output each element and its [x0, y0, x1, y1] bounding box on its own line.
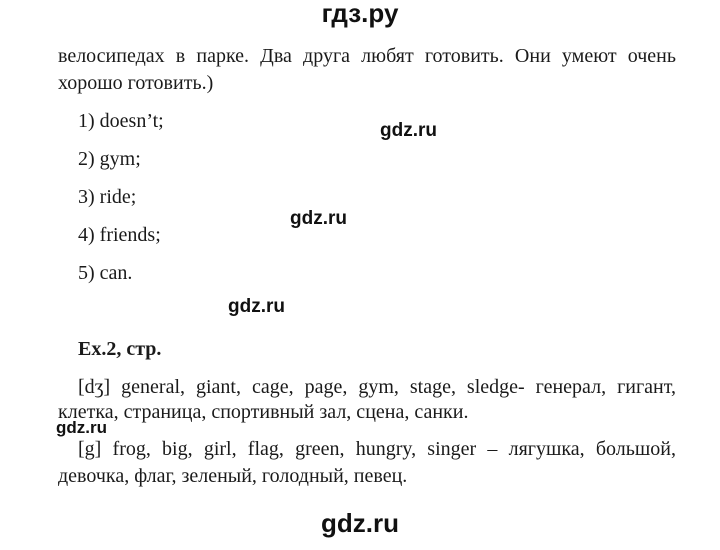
exercise-heading: Ex.2, стр.: [78, 338, 162, 360]
watermark-mid-3: gdz.ru: [228, 296, 285, 317]
dz-line-2: клетка, страница, спортивный зал, сцена, санки.: [58, 401, 469, 423]
answer-item-3: 3) ride;: [78, 186, 137, 208]
answer-item-2: 2) gym;: [78, 148, 141, 170]
g-line-2: девочка, флаг, зеленый, голодный, певец.: [58, 465, 408, 487]
paragraph-line-1: велосипедах в парке. Два друга любят готовить. Они умеют очень: [58, 45, 676, 67]
watermark-mid-4: gdz.ru: [56, 418, 107, 437]
watermark-mid-2: gdz.ru: [290, 208, 347, 229]
answer-item-1: 1) doesn’t;: [78, 110, 164, 132]
watermark-bottom: gdz.ru: [321, 508, 399, 538]
watermark-mid-1: gdz.ru: [380, 120, 437, 141]
g-line-1: [g] frog, big, girl, flag, green, hungry, singer – лягушка, большой,: [78, 438, 676, 460]
answer-item-5: 5) can.: [78, 262, 133, 284]
paragraph-line-2: хорошо готовить.): [58, 72, 214, 94]
answer-item-4: 4) friends;: [78, 224, 161, 246]
dz-line-1: [dʒ] general, giant, cage, page, gym, stage, sledge- генерал, гигант,: [78, 376, 676, 398]
watermark-top: гдз.ру: [321, 0, 399, 28]
